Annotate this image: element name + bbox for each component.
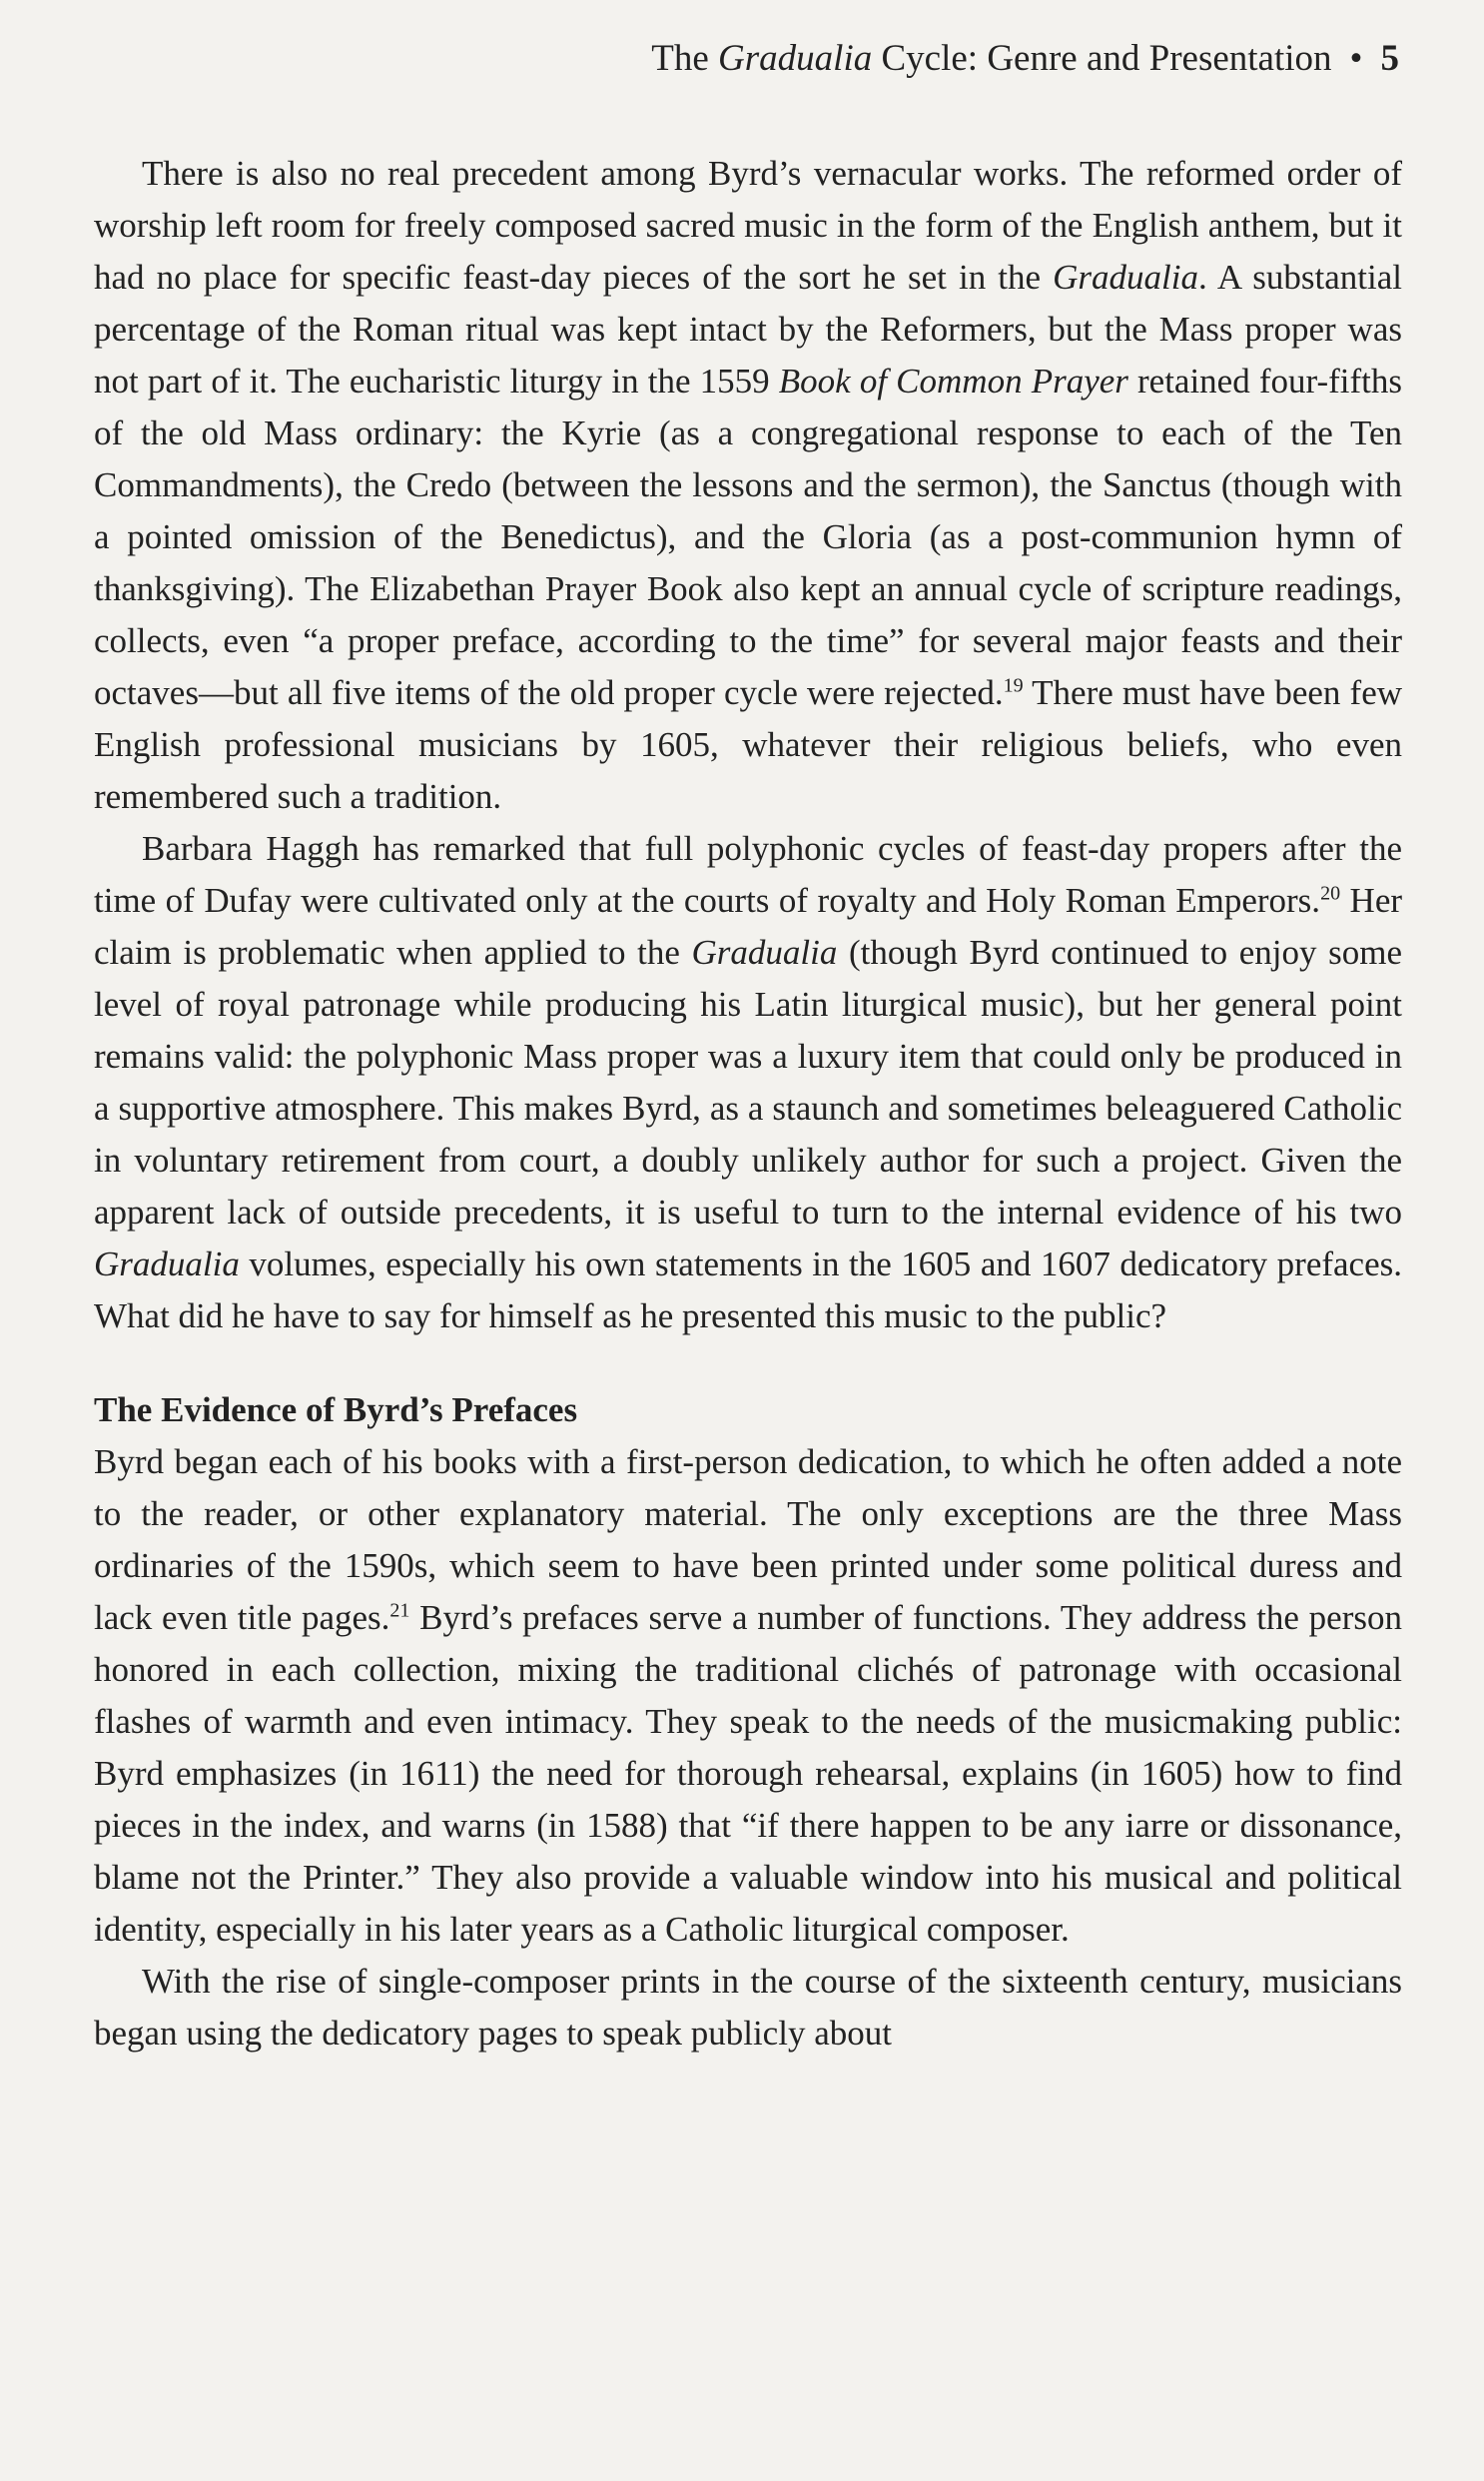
text-run: retained four-fifths of the old Mass ordinary: the Kyrie (as a congregational response to each of the Ten Commandments), the Credo (between the lessons and the sermon), the Sanctus (though with a pointed omission of the Benedictus), and the Gloria (as a post-communion hymn of thanksgiving). The Elizabethan Prayer Book also kept an annual cycle of scripture readings, collects, even “a proper preface, according to the time” for several major feasts and their octaves—but all five items of the old proper cycle were rejected.	[94, 362, 1402, 712]
running-head-title-italic: Gradualia	[718, 38, 873, 79]
italic-title: Book of Common Prayer	[778, 362, 1128, 401]
text-run: Barbara Haggh has remarked that full polyphonic cycles of feast-day propers after the time of Dufay were cultivated only at the courts of royalty and Holy Roman Emperors.	[94, 829, 1402, 920]
text-run: With the rise of single-composer prints in the course of the sixteenth century, musicians began using the dedicatory pages to speak publicly about	[94, 1962, 1402, 2053]
paragraph	[94, 148, 1402, 823]
footnote-ref: 19	[1003, 674, 1024, 697]
text-run: Byrd began each of his books with a first-person dedication, to which he often added a note to the reader, or other explanatory material. The only exceptions are the three Mass ordinaries of the 1590s, which seem to have been printed under some political duress and lack even title pages.	[94, 1442, 1402, 1637]
paragraph	[94, 823, 1402, 1342]
footnote-ref: 21	[389, 1599, 410, 1622]
footnote-ref: 20	[1320, 882, 1341, 905]
running-head-separator: •	[1349, 38, 1363, 79]
text-run: There is also no real precedent among Byrd’s vernacular works. The reformed order of worship left room for freely composed sacred music in the form of the English anthem, but it had no place for specific feast-day pieces of the sort he set in the	[94, 154, 1402, 297]
italic-title: Gradualia	[94, 1244, 240, 1283]
body-text	[94, 148, 1402, 2060]
text-run: There must have been few English professional musicians by 1605, whatever their religious beliefs, who even remembered such a tradition.	[94, 673, 1402, 816]
running-head	[651, 34, 1399, 84]
text-run: volumes, especially his own statements in the 1605 and 1607 dedicatory prefaces. What did he have to say for himself as he presented this music to the public?	[94, 1244, 1402, 1335]
text-run: (though Byrd continued to enjoy some level of royal patronage while producing his Latin liturgical music), but her general point remains valid: the polyphonic Mass proper was a luxury item that could only be produced in a supportive atmosphere. This makes Byrd, as a staunch and sometimes beleaguered Catholic in voluntary retirement from court, a doubly unlikely author for such a project. Given the apparent lack of outside precedents, it is useful to turn to the internal evidence of his two	[94, 933, 1402, 1232]
section-heading: The Evidence of Byrd’s Prefaces	[94, 1390, 578, 1429]
paragraph	[94, 1956, 1402, 2060]
text-run: Her claim is problematic when applied to the	[94, 881, 1403, 972]
running-head-title-start: The	[651, 38, 719, 79]
paragraph	[94, 1436, 1402, 1956]
italic-title: Gradualia	[691, 933, 838, 972]
italic-title: Gradualia	[1053, 258, 1198, 297]
text-run: . A substantial percentage of the Roman ritual was kept intact by the Reformers, but the Mass proper was not part of it. The eucharistic liturgy in the 1559	[94, 258, 1402, 401]
text-run: Byrd’s prefaces serve a number of functions. They address the person honored in each collection, mixing the traditional clichés of patronage with occasional flashes of warmth and even intimacy. They speak to the needs of the musicmaking public: Byrd emphasizes (in 1611) the need for thorough rehearsal, explains (in 1605) how to find pieces in the index, and warns (in 1588) that “if there happen to be any iarre or dissonance, blame not the Printer.” They also provide a valuable window into his musical and political identity, especially in his later years as a Catholic liturgical composer.	[94, 1598, 1402, 1949]
running-head-title-end: Cycle: Genre and Presentation	[872, 38, 1332, 79]
page-number: 5	[1380, 38, 1399, 79]
